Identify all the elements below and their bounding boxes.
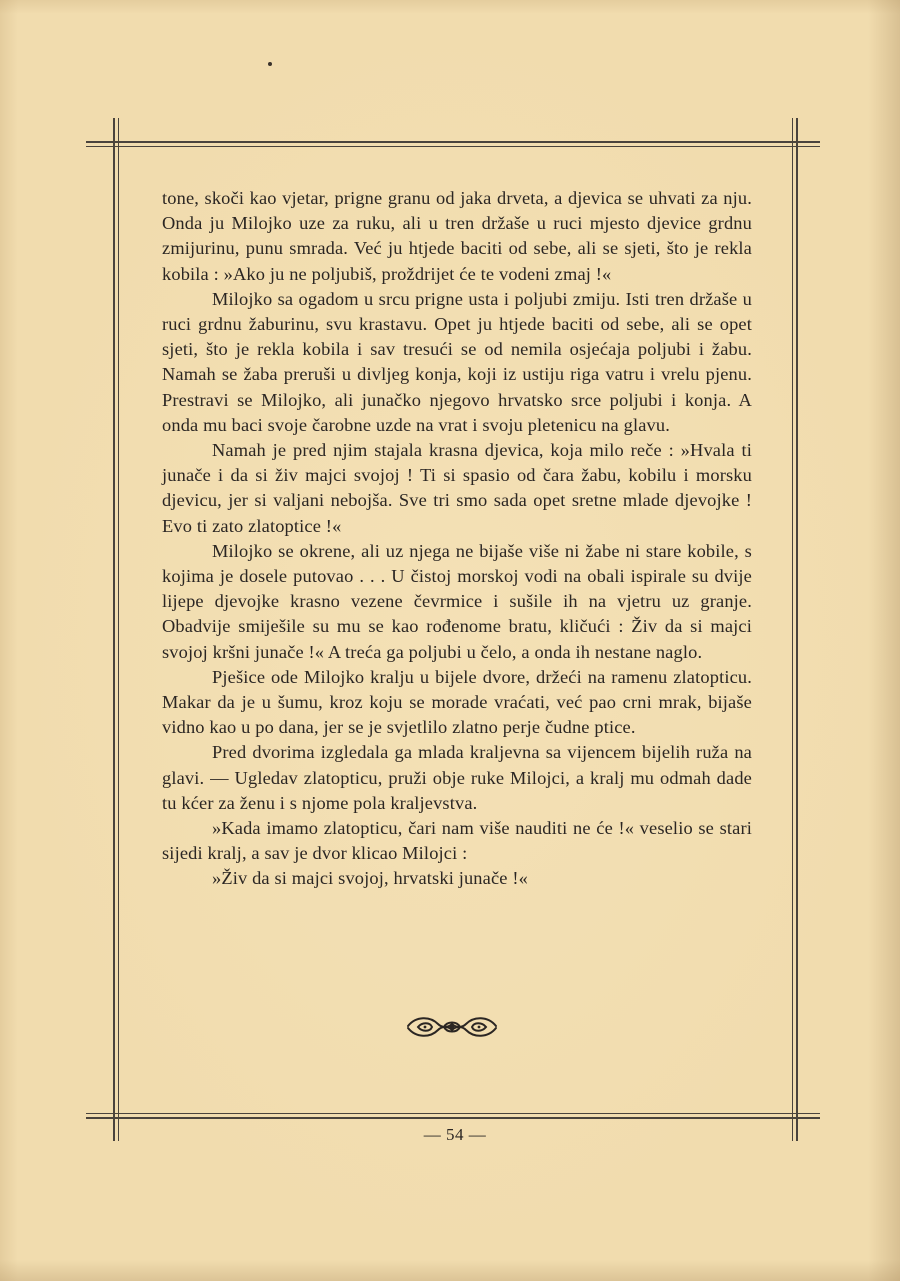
scroll-ornament-icon [404, 1012, 500, 1042]
left-rule-inner [118, 118, 119, 1141]
bottom-rule-outer [86, 1113, 820, 1114]
left-rule-outer [113, 118, 115, 1141]
top-rule-inner [86, 146, 820, 147]
paragraph: Milojko se okrene, ali uz njega ne bijaše više ni žabe ni stare kobile, s kojima je dosele putovao . . . U čistoj morskoj vodi na obali ispirale su dvije lijepe djevojke krasno vezene čevrmice i sušile ih na vjetru uz granje. Obadvije smiješile su mu se kao rođenome bratu, kličući : Živ da si majci svojoj kršni junače !« A treća ga poljubi u čelo, a onda ih nestane naglo. [162, 540, 752, 662]
page-number: — 54 — [423, 1125, 487, 1144]
paragraph: Milojko sa ogadom u srcu prigne usta i poljubi zmiju. Isti tren držaše u ruci grdnu žaburinu, svu krastavu. Opet ju htjede baciti od sebe, ali se opet sjeti, što je rekla kobila i sav tresući se od nemila osjećaja poljubi i žabu. Namah se žaba preruši u divljeg konja, koji iz ustiju riga vatru i vrelu pjenu. Prestravi se Milojko, ali junačko njegovo hrvatsko srce poljubi i konja. A onda mu baci svoje čarobne uzde na vrat i svoju pletenicu na glavu. [162, 288, 752, 435]
paragraph: »Kada imamo zlatopticu, čari nam više nauditi ne će !« veselio se stari sijedi kralj, a sav je dvor klicao Milojci : [162, 818, 752, 864]
paragraph: Pred dvorima izgledala ga mlada kraljevna sa vijencem bijelih ruža na glavi. — Ugledav zlatopticu, pruži obje ruke Milojci, a kralj mu odmah dade tu kćer za ženu i s njome pola kraljevstva. [162, 742, 752, 813]
paragraph: tone, skoči kao vjetar, prigne granu od jaka drveta, a djevica se uhvati za nju. Onda ju Milojko uze za ruku, ali u tren držaše u ruci mjesto djevice grdnu zmijurinu, punu smrada. Već ju htjede baciti od sebe, ali se sjeti, što je rekla kobila : »Ako ju ne poljubiš, proždrijet će te vodeni zmaj !« [162, 188, 752, 284]
right-rule-outer [792, 118, 793, 1141]
ink-speck [268, 62, 272, 66]
bottom-rule-inner [86, 1117, 820, 1119]
top-rule-outer [86, 141, 820, 143]
body-text [162, 186, 752, 892]
paragraph: Pješice ode Milojko kralju u bijele dvore, držeći na ramenu zlatopticu. Makar da je u šumu, kroz koju se morade vraćati, već pao crni mrak, bijaše vidno kao u po dana, jer se je svjetlilo zlatno perje čudne ptice. [162, 666, 752, 738]
paragraph: Namah je pred njim stajala krasna djevica, koja milo reče : »Hvala ti junače i da si živ majci svojoj ! Ti si spasio od čara žabu, kobilu i morsku djevicu, jer si valjani nebojša. Sve tri smo sada opet sretne mlade djevojke ! Evo ti zato zlatoptice !« [162, 440, 752, 536]
paragraph: »Živ da si majci svojoj, hrvatski junače !« [212, 868, 528, 889]
right-rule-inner [796, 118, 798, 1141]
